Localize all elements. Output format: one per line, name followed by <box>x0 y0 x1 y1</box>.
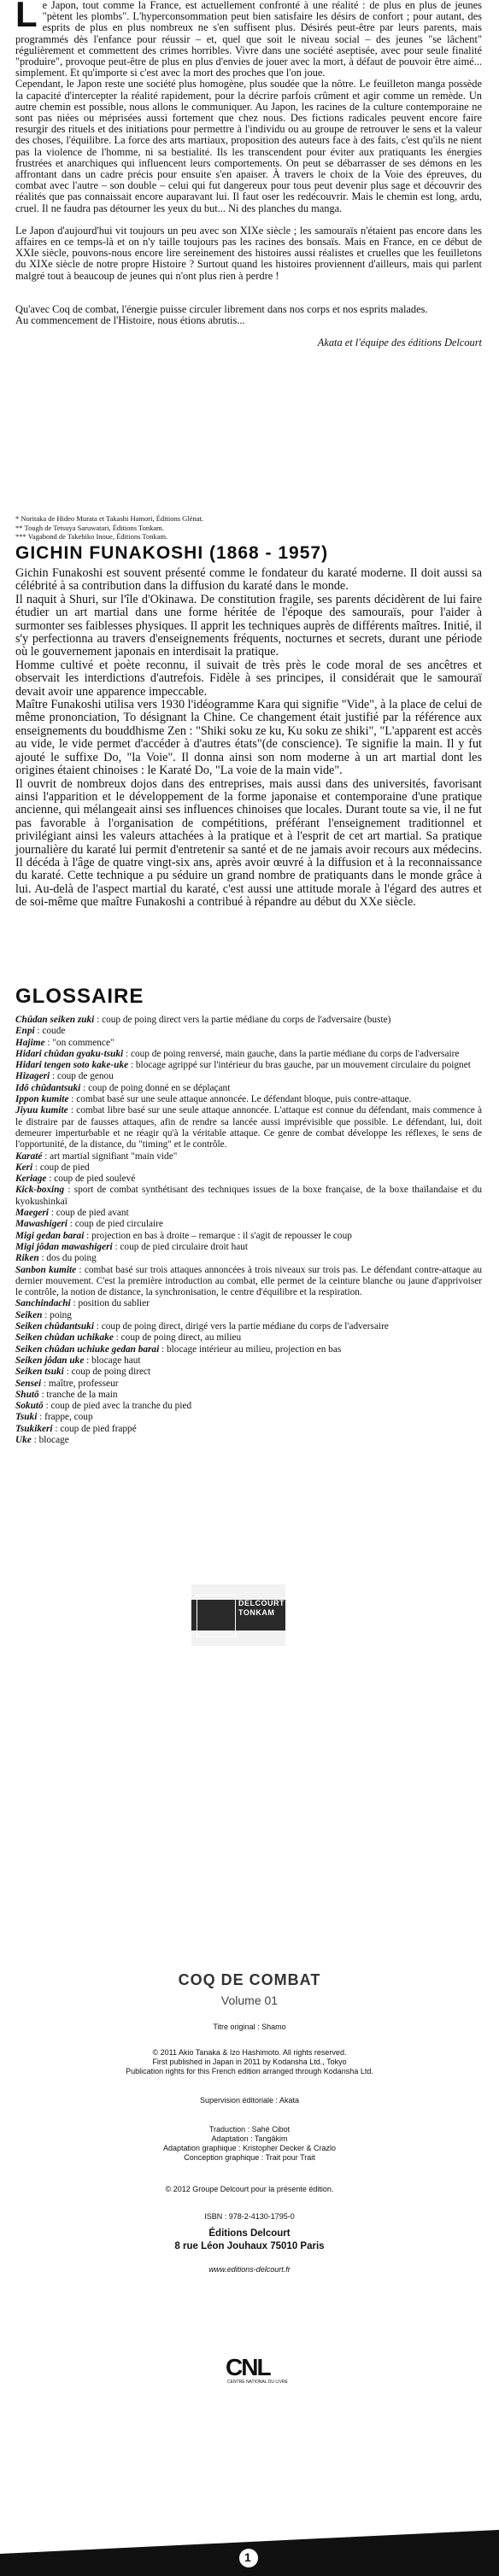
colophon-copyright: © 2011 Akio Tanaka & Izo Hashimoto. All rights reserved. First published in Japan in 2011 by Kodansha Ltd., Tokyo Publication rights for this French edition arranged through Kodansha Ltd. <box>126 2048 373 2075</box>
colophon-address: 8 rue Léon Jouhaux 75010 Paris <box>174 2241 325 2251</box>
glossary-term: Kick-boxing <box>15 1185 65 1196</box>
glossary-entry <box>15 1105 482 1150</box>
glossary-entry <box>15 1208 482 1219</box>
glossary-term: Hizageri <box>15 1071 50 1082</box>
glossary-definition: : coup de poing renversé, main gauche, dans la partie médiane du corps de l'adversaire <box>123 1048 460 1059</box>
glossary-term: Riken <box>15 1253 39 1264</box>
colophon-isbn: ISBN : 978-2-4130-1795-0 <box>204 2212 295 2221</box>
glossary-term: Seiken jôdan uke <box>15 1355 85 1366</box>
glossary-term: Karaté <box>15 1150 43 1162</box>
delcourt-tonkam-logo: DELCOURT TONKAM <box>191 1584 285 1646</box>
glossary-definition: : combat libre basé sur une seule attaque annoncée. L'attaque est connue du défendant, mais commence à le distraire par de fausses attaques, afin de rendre sa lancée aussi imprévisible que possible. Le défendant, lui, doit demeurer imperturbable et ne réagir qu'à la véritable attaque. Ce genre de combat développe les réflexes, le sens de l'opportunité, de la distance, du "timing" et le contrôle. <box>15 1105 482 1150</box>
glossary-definition: : coup de pied soulevé <box>46 1174 136 1185</box>
intro-text <box>15 0 482 348</box>
glossary-term: Seiken chûdan uchiuke gedan barai <box>15 1344 160 1355</box>
funakoshi-paragraph: Il naquit à Shuri, sur l'île d'Okinawa. De constitution fragile, ses parents décidèrent de lui faire étudier un art martial dans une forme héritée de l'époque des samouraïs, pour l'aider à surmonter ses faiblesses physiques. Il apprit les techniques auprès de différents maîtres. Initié, il s'y perfectionna au travers d'enseignements fréquents, nocturnes et secrets, durant une période où le gouvernement japonais en interdisait la pratique. <box>15 592 482 659</box>
glossary-entry <box>15 1242 482 1253</box>
glossary-definition: : combat basé sur une seule attaque annoncée. Le défendant bloque, puis contre-attaque. <box>68 1094 412 1105</box>
funakoshi-paragraph: Homme cultivé et poète reconnu, il suivait de très près le code moral de ses ancêtres et observait les interdictions d'autrefois. Fidèle à ses principes, il considérait que le samouraï devait avoir une apparence impeccable. <box>15 658 482 699</box>
glossary-entry <box>15 1151 482 1162</box>
glossary-term: Seiken <box>15 1309 43 1320</box>
funakoshi-paragraph: Gichin Funakoshi est souvent présenté comme le fondateur du karaté moderne. Il doit aussi sa célébrité à sa contribution dans la diffusion du karaté dans le monde. <box>15 566 482 594</box>
glossary-entry <box>15 1390 482 1401</box>
drop-cap: L <box>15 0 38 34</box>
glossary-term: Hajime <box>15 1037 45 1048</box>
colophon-website[interactable]: www.editions-delcourt.fr <box>208 2265 291 2274</box>
glossary-term: Migi gedan barai <box>15 1230 85 1241</box>
footnote: *** Vagabond de Takehiko Inoue, Éditions Tonkam. <box>15 532 168 541</box>
glossary-entry <box>15 1412 482 1423</box>
glossary-term: Ippon kumite <box>15 1094 69 1105</box>
glossary-definition: : blocage intérieur au milieu, projection en bas <box>159 1344 342 1355</box>
glossary-term: Migi jôdan mawashigeri <box>15 1241 113 1252</box>
glossary-definition: : coup de pied frappé <box>52 1423 137 1434</box>
glossary-entry <box>15 1174 482 1185</box>
glossary-term: Hidari tengen soto kake-uke <box>15 1060 129 1071</box>
glossary-term: Sokutô <box>15 1401 44 1412</box>
glossary-definition: : blocage haut <box>84 1355 141 1366</box>
footnotes <box>15 514 482 542</box>
footnote: * Noritaka de Hideo Murata et Takashi Hamori, Éditions Glénat. <box>15 514 203 523</box>
glossary-term: Seiken chûdan uchikake <box>15 1332 114 1344</box>
glossary-definition: : position du sablier <box>70 1298 150 1309</box>
glossary-entry <box>15 1321 482 1332</box>
glossary-definition: : art martial signifiant "main vide" <box>42 1150 178 1162</box>
glossary-definition: : maître, professeur <box>41 1378 119 1389</box>
glossary-entry <box>15 1162 482 1174</box>
glossary-term: Enpi <box>15 1026 35 1037</box>
glossary-entry <box>15 1367 482 1378</box>
glossary-heading: GLOSSAIRE <box>15 985 144 1008</box>
glossary-definition: : blocage agrippé sur l'intérieur du bras gauche, par un mouvement circulaire du poignet <box>128 1060 471 1071</box>
glossary-term: Sanbon kumite <box>15 1264 77 1275</box>
glossary-entry <box>15 1435 482 1446</box>
glossary-definition: : frappe, coup <box>37 1412 93 1423</box>
glossary-definition: : coup de pied circulaire <box>67 1219 163 1230</box>
glossary-entry <box>15 1219 482 1230</box>
glossary-entry <box>15 1401 482 1412</box>
glossary-entry <box>15 1310 482 1321</box>
glossary-term: Hidari chûdan gyaku-tsuki <box>15 1048 124 1059</box>
intro-paragraph-2: Cependant, le Japon reste une société plus homogène, plus soudée que la nôtre. Le feuilleton manga possède la capacité d'intercepter la réalité rapidement, pour la décrire parfois crûment et agir comme un remède. Un autre chemin est possible, nous allons le communiquer. Au Japon, les racines de la culture contemporaine ne sont pas niées ou méprisées aussi fortement que chez nous. Des fictions radicales peuvent encore faire resurgir des rituels et des initiations pour permettre à l'individu ou au groupe de retrouver le sens et la valeur des choses, l'équilibre. La force des arts martiaux, proposition des auteurs face à des faits, c'est qu'ils ne nient pas la violence de l'homme, ni sa bestialité. Ils les transcendent pour éviter aux pratiquants les énergies frustrées et anarchiques qui influencent leurs comportements. On peut se débarrasser de ses démons en les affrontant dans un cadre précis pour ensuite s'en apaiser. À travers le choix de la Voie des épreuves, du combat avec l'autre – son double – celui qui fut dangereux pour tous peut devenir plus sage et découvrir des réalités que pas connaissait encore auparavant lui. Il faut oser les redécouvrir. Mais le chemin est long, ardu, cruel. Il ne faudra pas détourner les yeux du but... Ni des planches du manga. <box>15 78 482 214</box>
glossary-definition: : coup de pied circulaire droit haut <box>112 1241 249 1252</box>
glossary-term: Idô chûdantsuki <box>15 1082 81 1093</box>
intro-paragraph-4a: Qu'avec Coq de combat, l'énergie puisse circuler librement dans nos corps et nos esprits malades. <box>15 302 428 315</box>
glossary-entry <box>15 1332 482 1344</box>
colophon-supervision: Supervision éditoriale : Akata <box>199 2096 300 2105</box>
glossary-entry <box>15 1298 482 1309</box>
glossary-definition: : coup de poing donné en se déplaçant <box>80 1082 231 1093</box>
glossary-definition: : "on commence" <box>44 1037 114 1048</box>
page-marker-icon: 1 <box>239 2549 258 2567</box>
glossary-list <box>15 1015 482 1446</box>
glossary-entry <box>15 1265 482 1299</box>
glossary-definition: : coup de poing direct <box>63 1367 151 1378</box>
glossary-entry <box>15 1231 482 1242</box>
glossary-entry <box>15 1038 482 1049</box>
glossary-definition: : coup de poing direct, au milieu <box>113 1332 242 1344</box>
glossary-term: Jiyuu kumite <box>15 1105 68 1116</box>
intro-paragraph-4b: Au commencement de l'Histoire, nous étions abrutis... <box>15 314 245 327</box>
glossary-definition: : coup de pied avec la tranche du pied <box>43 1401 192 1412</box>
funakoshi-paragraph: Maître Funakoshi utilisa vers 1930 l'idéogramme Kara qui signifie "Vide", à la place de celui de même prononciation, To désignant la Chine. Ce changement était justifié par la référence aux enseignements du bouddhisme Zen : "Shiki soku ze ku, Ku soku ze shiki", "L'apparent est accès au vide, le vide permet d'accéder à d'autres états"(de conscience). Te signifie la main. Il y fut ajouté le suffixe Do, "la Voie". Il donna ainsi son nom moderne à un art martial dont les origines étaient chinoises : le Karaté Do, "La voie de la main vide". <box>15 698 482 778</box>
glossary-definition: : blocage <box>31 1434 69 1445</box>
intro-paragraph-1: Le Japon, tout comme la France, est actuellement confronté à une réalité : de plus en plus de jeunes "pètent les plombs". L'hyperconsommation peut bien satisfaire les désirs de confort ; pour autant, des esprits de plus en plus nombreux ne s'en suffisent plus. Désirés peut-être par leurs parents, mais programmés dès l'enfance pour réussir – et, quel que soit le niveau social – des jeunes "se lâchent" régulièrement et commettent des crimes horribles. Vivre dans une société aseptisée, avec pour seule finalité "produire", provoque peut-être de plus en plus d'envies de jouer avec la mort, à défaut de pouvoir être aimé... simplement. Et qu'importe si c'est avec la mort des proches que l'on joue. <box>15 0 482 79</box>
glossary-term: Seiken tsuki <box>15 1367 64 1378</box>
glossary-term: Maegeri <box>15 1208 49 1219</box>
glossary-entry <box>15 1355 482 1367</box>
glossary-term: Keriage <box>15 1174 47 1185</box>
glossary-entry <box>15 1379 482 1390</box>
glossary-entry <box>15 1026 482 1037</box>
colophon-title: COQ DE COMBAT <box>178 1971 321 1988</box>
cnl-logo: CNL CENTRE NATIONAL DU LIVRE <box>226 2354 288 2385</box>
glossary-entry <box>15 1015 482 1026</box>
glossary-entry <box>15 1185 482 1208</box>
colophon-volume: Volume 01 <box>220 1993 279 2007</box>
glossary-term: Uke <box>15 1434 32 1445</box>
glossary-term: Sanchindachi <box>15 1298 71 1309</box>
glossary-definition: : combat basé sur trois attaques annoncées à trois niveaux sur trois pas. Le défendant contre-attaque au dernier mouvement. C'est la première introduction au combat, elle permet de la ceinture blanche ou jaune d'apprivoiser le contrôle, la notion de distance, la synchronisation, le centre d'équilibre et la respiration. <box>15 1264 482 1298</box>
glossary-definition: : tranche de la main <box>38 1389 118 1400</box>
funakoshi-paragraph: Il ouvrit de nombreux dojos dans des entreprises, mais aussi dans des universités, favorisant ainsi l'apparition et le développement de la forme japonaise et contemporaine d'une pratique ancienne, qui mélangeait ainsi ses influences chinoises que locales. Durant toute sa vie, il ne fut pas favorable à l'organisation de compétitions, préférant l'enseignement traditionnel et privilégiant ainsi les valeurs attachées à la pratique et à l'esprit de cet art martial. Sa pratique journalière du karaté lui permit d'entretenir sa santé et de ne jamais avoir recours aux médecins. Il décéda à l'âge de quatre vingt-six ans, après avoir œuvré à la diffusion et à la reconnaissance du karaté. Cette technique a pu séduire un grand nombre de pratiquants dans le monde grâce à lui. Au-delà de l'aspect martial du karaté, c'est aussi une attitude morale à l'égard des autres et de soi-même que maître Funakoshi a contribué à répandre au début du XXe siècle. <box>15 776 482 910</box>
glossary-term: Chûdan seiken zuki <box>15 1015 95 1025</box>
glossary-entry <box>15 1071 482 1082</box>
glossary-entry <box>15 1049 482 1060</box>
colophon-credits: Traduction : Sahé Cibot Adaptation : Tangâkim Adaptation graphique : Kristopher Decker & Crazlo Conception graphique : Trait pour Trait <box>162 2125 337 2162</box>
intro-paragraph-3: Le Japon d'aujourd'hui vit toujours un peu avec son XIXe siècle ; les samouraïs n'étaient pas encore dans les affaires en ce temps-là et on n'y taille toujours pas les racines des bonsaïs. Mais en France, en ce début de XXIe siècle, pouvons-nous encore lire sereinement des histoires aussi réalistes et cruelles que les feuilletons du XIXe siècle de notre propre Histoire ? Surtout quand les histoires proviennent d'ailleurs, mais qui parlent malgré tout à beaucoup de jeunes qui n'ont plus rien à perdre ! <box>15 224 482 282</box>
intro-signature: Akata et l'équipe des éditions Delcourt <box>317 337 482 349</box>
glossary-definition: : coup de pied <box>32 1162 90 1173</box>
glossary-definition: : coup de poing direct, dirigé vers la partie médiane du corps de l'adversaire <box>93 1321 389 1332</box>
glossary-definition: : projection en bas à droite – remarque : il s'agit de repousser le coup <box>84 1230 352 1241</box>
colophon-publisher: Éditions Delcourt <box>208 2228 291 2239</box>
glossary-entry <box>15 1424 482 1435</box>
glossary-term: Mawashigeri <box>15 1219 68 1230</box>
glossary-definition: : poing <box>42 1309 72 1320</box>
glossary-entry <box>15 1083 482 1094</box>
colophon-original-title: Titre original : Shamo <box>213 2023 286 2031</box>
glossary-term: Keri <box>15 1162 33 1173</box>
funakoshi-text <box>15 567 482 910</box>
footnote: ** Tough de Tetsuya Saruwatari, Éditions Tonkam. <box>15 523 164 532</box>
glossary-term: Sensei <box>15 1378 42 1389</box>
glossary-definition: : coup de genou <box>50 1071 114 1082</box>
glossary-entry <box>15 1094 482 1105</box>
glossary-term: Seiken chûdantsuki <box>15 1321 94 1332</box>
glossary-definition: : coup de pied avant <box>48 1208 129 1219</box>
glossary-entry <box>15 1060 482 1071</box>
glossary-definition: : coude <box>34 1026 66 1037</box>
glossary-entry <box>15 1253 482 1264</box>
glossary-term: Shutô <box>15 1389 39 1400</box>
glossary-definition: : dos du poing <box>38 1253 97 1264</box>
glossary-term: Tsuki <box>15 1412 38 1423</box>
funakoshi-heading: GICHIN FUNAKOSHI (1868 - 1957) <box>15 543 329 563</box>
logo-stamp-icon <box>197 1595 236 1637</box>
glossary-entry <box>15 1344 482 1355</box>
glossary-definition: : sport de combat synthétisant des techniques issues de la boxe française, de la boxe thaïlandaise et du kyokushinkaï <box>15 1185 482 1207</box>
colophon-edition: © 2012 Groupe Delcourt pour la présente édition. <box>165 2185 334 2193</box>
glossary-definition: : coup de poing direct vers la partie médiane du corps de l'adversaire (buste) <box>94 1015 391 1025</box>
glossary-term: Tsukikeri <box>15 1423 53 1434</box>
